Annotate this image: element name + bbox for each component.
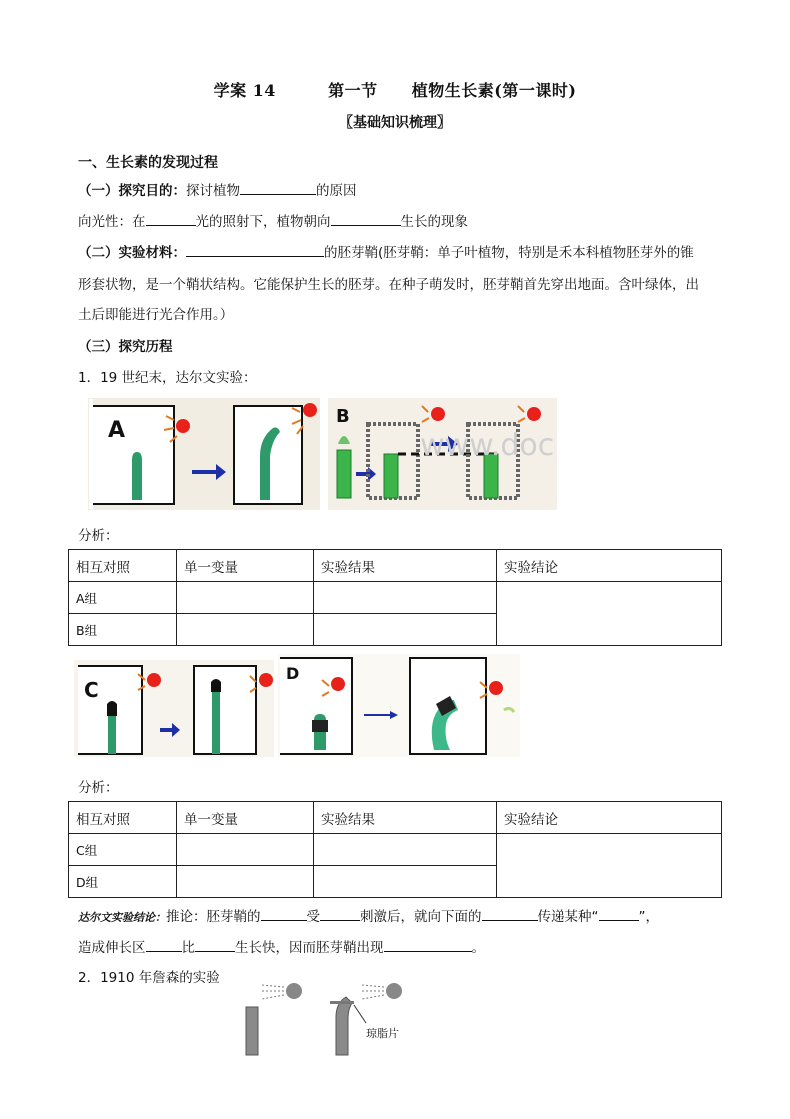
material-desc-2: 形套状物，是一个鞘状结构。它能保护生长的胚芽。在种子萌发时，胚芽鞘首先穿出地面。含叶绿体，出 (78, 277, 699, 293)
figure-a-label: A (108, 418, 126, 443)
answer-cell[interactable] (314, 582, 497, 614)
material-line: （二）实验材料： 的胚芽鞘(胚芽鞘：单子叶植物，特别是禾本科植物胚芽外的锥 (78, 241, 718, 265)
figure-jensen (236, 975, 416, 1059)
header-cell: 相互对照 (69, 550, 177, 582)
answer-cell[interactable] (497, 834, 722, 898)
table-header-row (69, 802, 722, 834)
analysis-table-2 (68, 801, 722, 898)
blank (384, 937, 472, 952)
row-label: B组 (69, 614, 177, 646)
figure-a-drawing (88, 398, 320, 510)
header-cell: 实验结论 (497, 802, 722, 834)
answer-cell[interactable] (314, 866, 497, 898)
analysis-label: 分析： (78, 528, 119, 544)
row-label: D组 (69, 866, 177, 898)
conclusion-label: 达尔文实验结论： (78, 911, 166, 924)
blank (320, 906, 360, 921)
analysis-table-1 (68, 549, 722, 646)
blank (186, 242, 324, 257)
darwin-conclusion-line2: 造成伸长区 比 生长快，因而胚芽鞘出现 。 (78, 936, 728, 960)
analysis-label-2: 分析： (78, 780, 119, 796)
phototropism-line: 向光性：在 光的照射下，植物朝向 生长的现象 (78, 210, 718, 234)
figure-jensen-drawing (236, 975, 416, 1059)
material-desc-3: 土后即能进行光合作用。） (78, 307, 234, 323)
experiment-2-title: 2．1910 年詹森的实验 (78, 970, 220, 986)
header-cell: 实验结论 (497, 550, 722, 582)
figure-c (74, 660, 274, 757)
answer-cell[interactable] (177, 614, 314, 646)
answer-cell[interactable] (177, 866, 314, 898)
answer-cell[interactable] (314, 834, 497, 866)
history-heading: （三）探究历程 (78, 339, 173, 355)
blank (482, 906, 538, 921)
blank (195, 937, 235, 952)
title-topic: 植物生长素(第一课时) (411, 81, 577, 100)
section-heading: 一、生长素的发现过程 (78, 155, 218, 171)
figure-b-label: B (336, 406, 350, 427)
page-subtitle: 〖基础知识梳理〗 (339, 115, 451, 131)
answer-cell[interactable] (314, 614, 497, 646)
table-header-row (69, 550, 722, 582)
header-cell: 单一变量 (177, 802, 314, 834)
watermark: www.doc (420, 428, 555, 463)
header-cell: 相互对照 (69, 802, 177, 834)
answer-cell[interactable] (177, 834, 314, 866)
table-row (69, 582, 722, 614)
blank (261, 906, 307, 921)
experiment-1-title: 1．19 世纪末，达尔文实验： (78, 370, 257, 386)
blank (331, 211, 401, 226)
figure-c-label: C (84, 678, 99, 702)
figure-c-drawing (74, 660, 274, 757)
title-section: 第一节 (328, 81, 378, 100)
purpose-line: （一）探究目的：探讨植物 的原因 (78, 179, 718, 203)
table-row (69, 834, 722, 866)
header-cell: 实验结果 (314, 550, 497, 582)
header-cell: 单一变量 (177, 550, 314, 582)
blank (146, 937, 182, 952)
title-lesson: 学案 14 (213, 81, 276, 100)
row-label: C组 (69, 834, 177, 866)
blank (240, 180, 316, 195)
figure-b (328, 398, 557, 510)
blank (599, 906, 639, 921)
figure-a (88, 398, 320, 510)
header-cell: 实验结果 (314, 802, 497, 834)
figure-d (278, 654, 520, 757)
page-title (0, 78, 790, 101)
darwin-conclusion: 达尔文实验结论：推论：胚芽鞘的 受 刺激后，就向下面的 传递某种“ ”， (78, 905, 728, 930)
figure-d-drawing (278, 654, 520, 757)
blank (146, 211, 196, 226)
answer-cell[interactable] (497, 582, 722, 646)
answer-cell[interactable] (177, 582, 314, 614)
figure-d-label: D (286, 664, 300, 683)
row-label: A组 (69, 582, 177, 614)
agar-label: 琼脂片 (366, 1027, 399, 1040)
